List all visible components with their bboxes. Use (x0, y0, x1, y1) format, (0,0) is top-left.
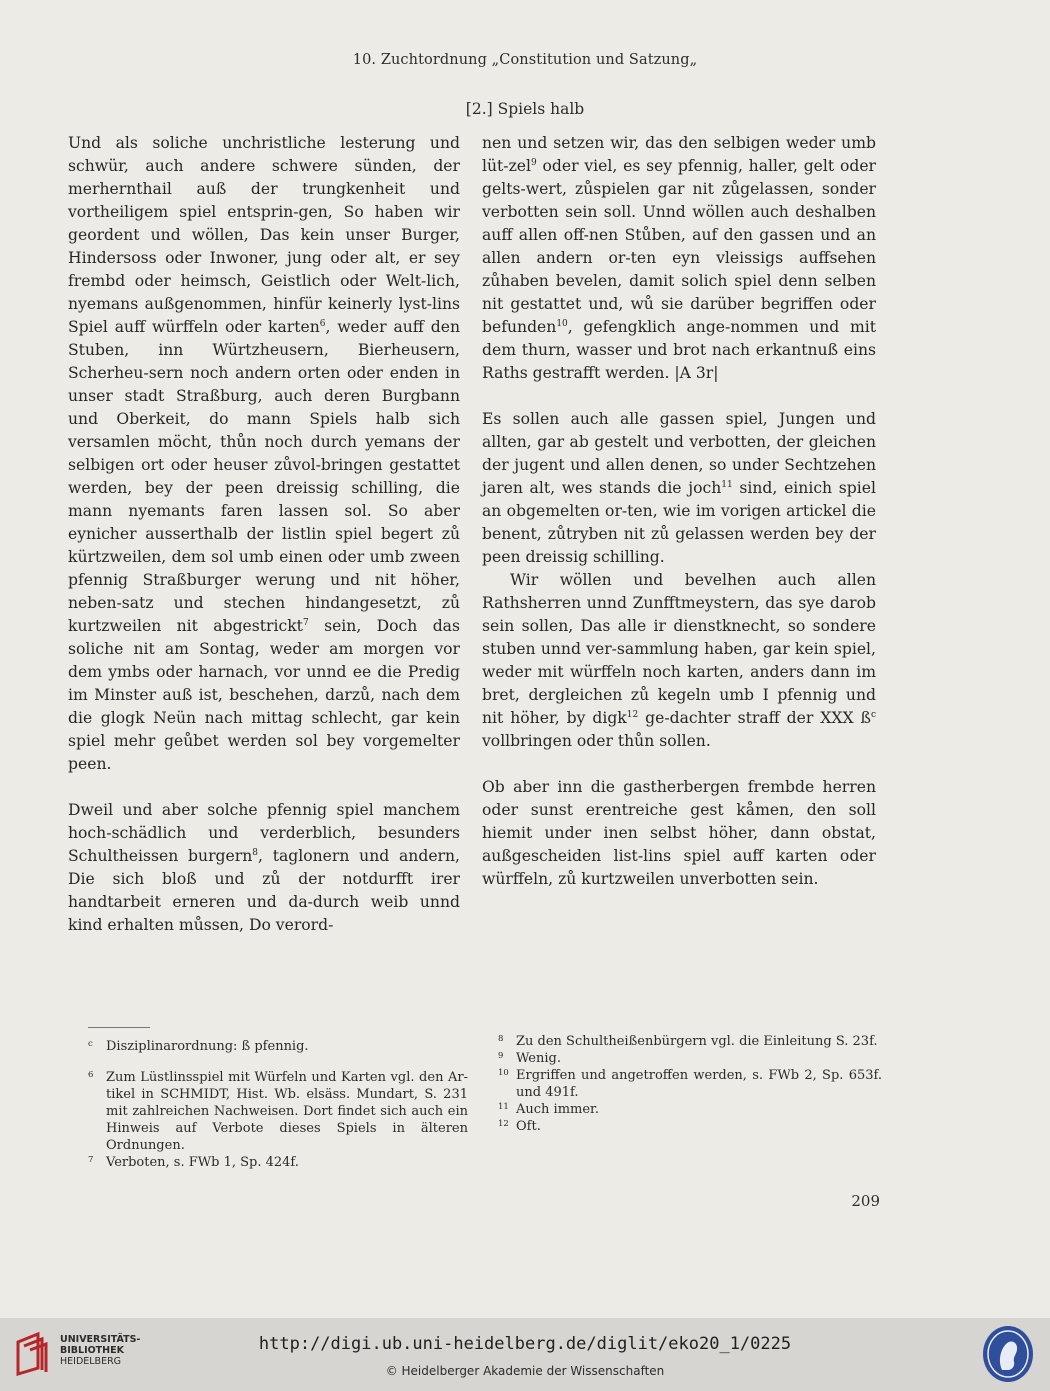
footnote-rule (88, 1027, 150, 1028)
footnote: 7 Verboten, s. FWb 1, Sp. 424f. (88, 1155, 299, 1170)
footnote: 12 Oft. (498, 1119, 541, 1134)
footnote: 8 Zu den Schultheißenbürgern vgl. die Einleitung S. 23f. (498, 1034, 878, 1049)
footnote: 6 Zum Lüstlinsspiel mit Würfeln und Karten vgl. den Ar-tikel in SCHMIDT, Hist. Wb. elsäss. Mundart, S. 231 mit zahlreichen Nachweisen. Dort findet sich auch ein Hinweis auf Verbote dieses Spiels in älteren Ordnungen. (88, 1070, 468, 1153)
academy-seal-icon[interactable] (980, 1324, 1036, 1384)
section-title: [2.] Spiels halb (465, 100, 585, 118)
footnote: 10 Ergriffen und angetroffen werden, s. FWb 2, Sp. 653f. und 491f. (498, 1068, 882, 1100)
footnote-ref[interactable]: 10 (556, 318, 568, 329)
viewer-footer (0, 1318, 1050, 1391)
footnote-ref[interactable]: 12 (626, 709, 639, 720)
paragraph: nen und setzen wir, das den selbigen weder umb lüt-zel$^9$ oder viel, es sey pfennig, haller, gelt oder gelts-wert, zůspielen gar nit zůgelassen, sonder verbotten sein soll. Unnd wöllen auch deshalben auff allen off-nen Stůben, auf den gassen und an allen andern or-ten eyn vleissigs auffsehen zůhaben bevelen, damit solich spiel denn selben nit gestattet und, wů sie darüber begriffen oder befunden$^{10}$, gefengklich ange-nommen und mit dem thurn, wasser und brot nach erkantnuß eins Raths gestrafft werden. |A 3r| (482, 134, 876, 382)
copyright-notice: © Heidelberger Akademie der Wissenschaften (385, 1364, 665, 1378)
footnote-ref[interactable]: c (870, 709, 876, 720)
text-column-right (482, 132, 876, 891)
library-name: UNIVERSITÄTS- BIBLIOTHEK HEIDELBERG (60, 1334, 141, 1367)
footnotes-right (498, 1033, 882, 1135)
footnote: 11 Auch immer. (498, 1102, 599, 1117)
footnote-ref[interactable]: 8 (252, 847, 258, 858)
footnote: 9 Wenig. (498, 1051, 561, 1066)
paragraph: Wir wöllen und bevelhen auch allen Rathsherren unnd Zunfftmeystern, das sye darob sein sollen, Das alle ir dienstknecht, so sondere stuben unnd ver-sammlung haben, gar kein spiel, weder mit würffeln noch karten, anders dann im bret, dergleichen zů kegeln umb I pfennig und nit höher, by digk$^{12}$ ge-dachter straff der XXX ß$^c$ vollbringen oder thůn sollen. (482, 571, 876, 750)
footnote-ref[interactable]: 9 (531, 157, 537, 168)
footnote-ref[interactable]: 11 (721, 479, 733, 490)
paragraph: Ob aber inn die gastherbergen frembde herren oder sunst erentreiche gest kåmen, den soll hiemit under inen selbst höher, dann obstat, außgescheiden list-lins spiel auff karten oder würffeln, zů kurtzweilen unverbotten sein. (482, 778, 876, 888)
running-head: 10. Zuchtordnung „Constitution und Satzung„ (352, 52, 698, 68)
page-number: 209 (851, 1192, 880, 1210)
permalink-url[interactable]: http://digi.ub.uni-heidelberg.de/diglit/eko20_1/0225 (258, 1334, 792, 1354)
footnote-ref[interactable]: 6 (319, 318, 326, 329)
paragraph: Es sollen auch alle gassen spiel, Jungen und allten, gar ab gestelt und verbotten, der gleichen der jugent und allen denen, so under Sechtzehen jaren alt, wes stands die joch$^{11}$ sind, einich spiel an obgemelten or-ten, wie im vorigen artickel die benent, zůtryben nit zů gelassen werden bey der peen dreissig schilling. (482, 410, 876, 566)
footnote-ref[interactable]: 7 (302, 617, 309, 628)
footnote: c Disziplinarordnung: ß pfennig. (88, 1039, 309, 1054)
paragraph: Und als soliche unchristliche lesterung und schwür, auch andere schwere sünden, der merhernthail auß der trungkenheit und vortheiligem spiel entsprin-gen, So haben wir geordent und wöllen, Das kein unser Burger, Hindersoss oder Inwoner, jung oder alt, er sey frembd oder heimsch, Geistlich oder Welt-lich, nyemans außgenommen, hinfür keinerly lyst-lins Spiel auff würffeln oder karten$^6$, weder auff den Stuben, inn Würtzheusern, Bierheusern, Scherheu-sern noch andern orten oder enden in unser stadt Straßburg, auch deren Burgbann und Oberkeit, do mann Spiels halb sich versamlen möcht, thůn noch durch yemans der selbigen ort oder heuser zůvol-bringen gestattet werden, bey der peen dreissig schilling, die mann nyemants faren lassen sol. So aber eynicher ausserthalb der listlin spiel begert zů kürtzweilen, dem sol umb einen oder umb zween pfennig Straßburger werung und nit höher, neben-satz und stechen hindangesetzt, zů kurtzweilen nit abgestrickt$^7$ sein, Doch das soliche nit am Sontag, weder am morgen vor dem ymbs oder harnach, vor unnd ee die Predig im Minster auß ist, beschehen, darzů, nach dem die glogk Neün nach mittag schlecht, gar kein spiel mehr geůbet werden sol bey vorgemelter peen. (68, 134, 460, 773)
footnotes-left (88, 1038, 468, 1171)
paragraph: Dweil und aber solche pfennig spiel manchem hoch-schädlich und verderblich, besunders Schultheissen burgern$^8$, taglonern und andern, Die sich bloß und zů der notdurfft irer handtarbeit erneren und da-durch weib unnd kind erhalten můssen, Do verord- (68, 801, 460, 934)
text-column-left (68, 132, 460, 937)
